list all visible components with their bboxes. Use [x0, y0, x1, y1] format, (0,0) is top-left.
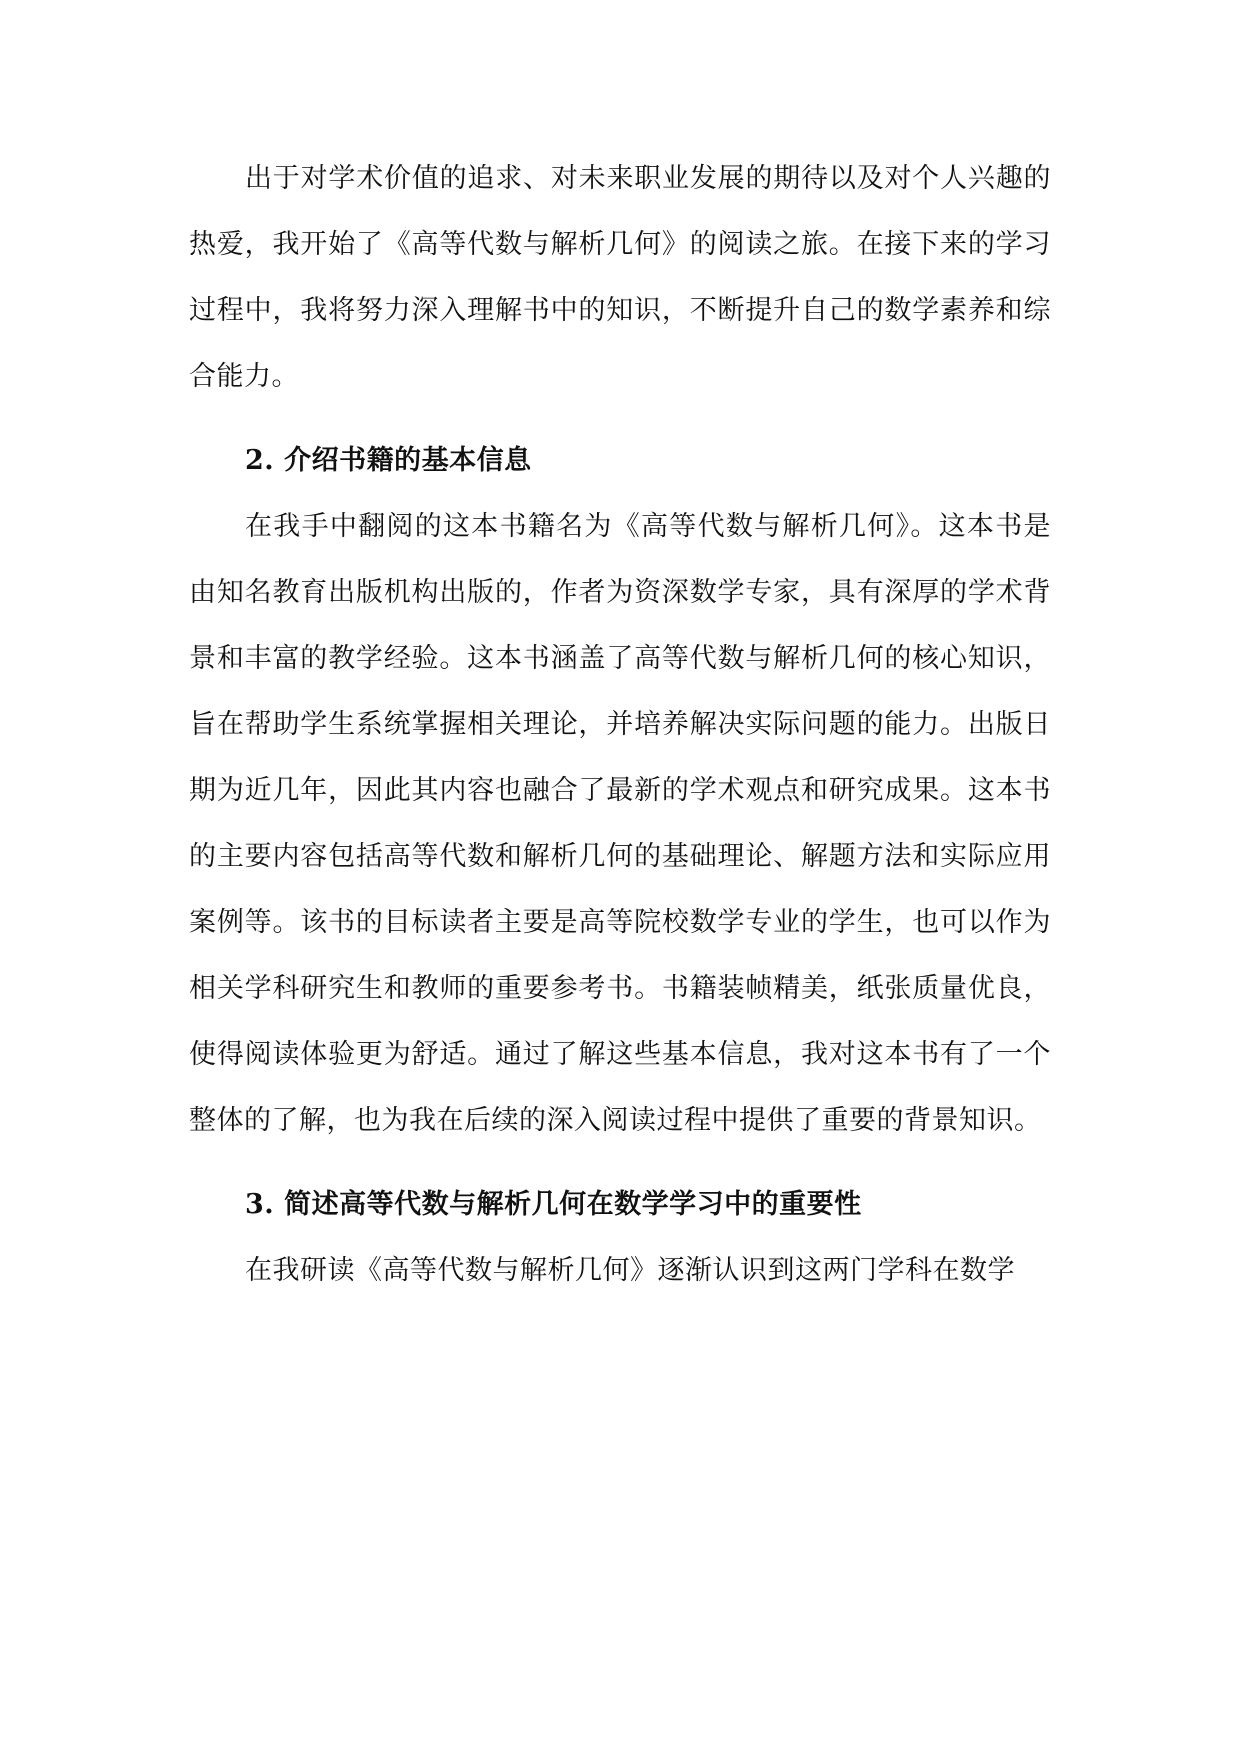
section-2-paragraph: 在我手中翻阅的这本书籍名为《高等代数与解析几何》。这本书是由知名教育出版机构出版的，作者为资深数学专家，具有深厚的学术背景和丰富的教学经验。这本书涵盖了高等代数与解析几何的核心知识，旨在帮助学生系统掌握相关理论，并培养解决实际问题的能力。出版日期为近几年，因此其内容也融合了最新的学术观点和研究成果。这本书的主要内容包括高等代数和解析几何的基础理论、解题方法和实际应用案例等。该书的目标读者主要是高等院校数学专业的学生，也可以作为相关学科研究生和教师的重要参考书。书籍装帧精美，纸张质量优良，使得阅读体验更为舒适。通过了解这些基本信息，我对这本书有了一个整体的了解，也为我在后续的深入阅读过程中提供了重要的背景知识。: [189, 511, 1051, 1136]
section-3-heading: 3. 简述高等代数与解析几何在数学学习中的重要性: [245, 1189, 862, 1220]
document-body: [189, 146, 1051, 1304]
section-3-paragraph: 在我研读《高等代数与解析几何》逐渐认识到这两门学科在数学: [245, 1255, 1015, 1286]
section-2-heading: 2. 介绍书籍的基本信息: [245, 445, 532, 476]
intro-paragraph: 出于对学术价值的追求、对未来职业发展的期待以及对个人兴趣的热爱，我开始了《高等代数与解析几何》的阅读之旅。在接下来的学习过程中，我将努力深入理解书中的知识，不断提升自己的数学素养和综合能力。: [189, 163, 1051, 392]
section-spacer: [189, 410, 1051, 428]
section-spacer: [189, 1154, 1051, 1172]
